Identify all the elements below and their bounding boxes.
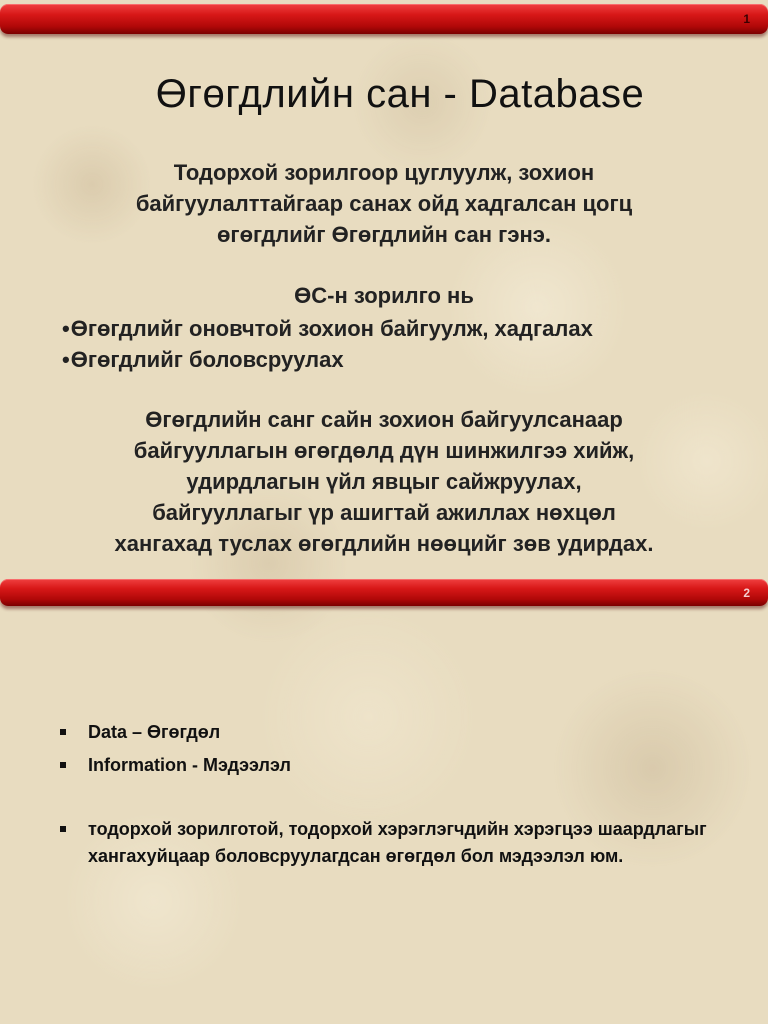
information-definition-list	[58, 816, 718, 870]
bullet-icon: •	[62, 316, 70, 341]
definition-line: Тодорхой зорилгоор цуглуулж, зохион	[173, 160, 595, 185]
goal-text: Өгөгдлийг боловсруулах	[70, 347, 344, 372]
term-list	[58, 719, 291, 785]
goal-item	[62, 313, 593, 344]
slide-number: 2	[743, 586, 750, 600]
goal-list	[62, 313, 593, 375]
benefit-line: Өгөгдлийн санг сайн зохион байгуулсанаар	[145, 407, 623, 432]
square-bullet-icon	[60, 762, 66, 768]
term-text: Information - Мэдээлэл	[88, 755, 291, 775]
term-item	[58, 752, 291, 779]
benefit-line: хангахад туслах өгөгдлийн нөөцийг зөв удирдах.	[114, 531, 654, 556]
benefit-line: удирдлагын үйл явцыг сайжруулах,	[186, 469, 582, 494]
slide-title: Өгөгдлийн сан - Database	[155, 72, 645, 116]
square-bullet-icon	[60, 826, 66, 832]
bullet-icon: •	[62, 347, 70, 372]
square-bullet-icon	[60, 729, 66, 735]
slide-header-bar	[0, 579, 768, 606]
slide-header-bar	[0, 4, 768, 34]
definition-line: өгөгдлийг Өгөгдлийн сан гэнэ.	[216, 222, 552, 247]
term-text: Data – Өгөгдөл	[88, 722, 221, 742]
definition-text: тодорхой зорилготой, тодорхой хэрэглэгчдийн хэрэгцээ шаардлагыг хангахуйцаар боловсруулагдсан өгөгдөл бол мэдээлэл юм.	[88, 819, 707, 866]
database-definition	[0, 157, 768, 250]
goal-text: Өгөгдлийг оновчтой зохион байгуулж, хадгалах	[70, 316, 593, 341]
term-item	[58, 719, 291, 746]
database-benefit	[0, 404, 768, 559]
benefit-line: байгууллагын өгөгдөлд дүн шинжилгээ хийж,	[133, 438, 635, 463]
definition-line: байгуулалттайгаар санах ойд хадгалсан цогц	[135, 191, 633, 216]
benefit-line: байгууллагыг үр ашигтай ажиллах нөхцөл	[152, 500, 616, 525]
definition-item	[58, 816, 718, 870]
goal-heading: ӨС-н зорилго нь	[294, 283, 474, 308]
goal-item	[62, 344, 593, 375]
slide-number: 1	[743, 12, 750, 26]
slide-2	[0, 576, 768, 1024]
